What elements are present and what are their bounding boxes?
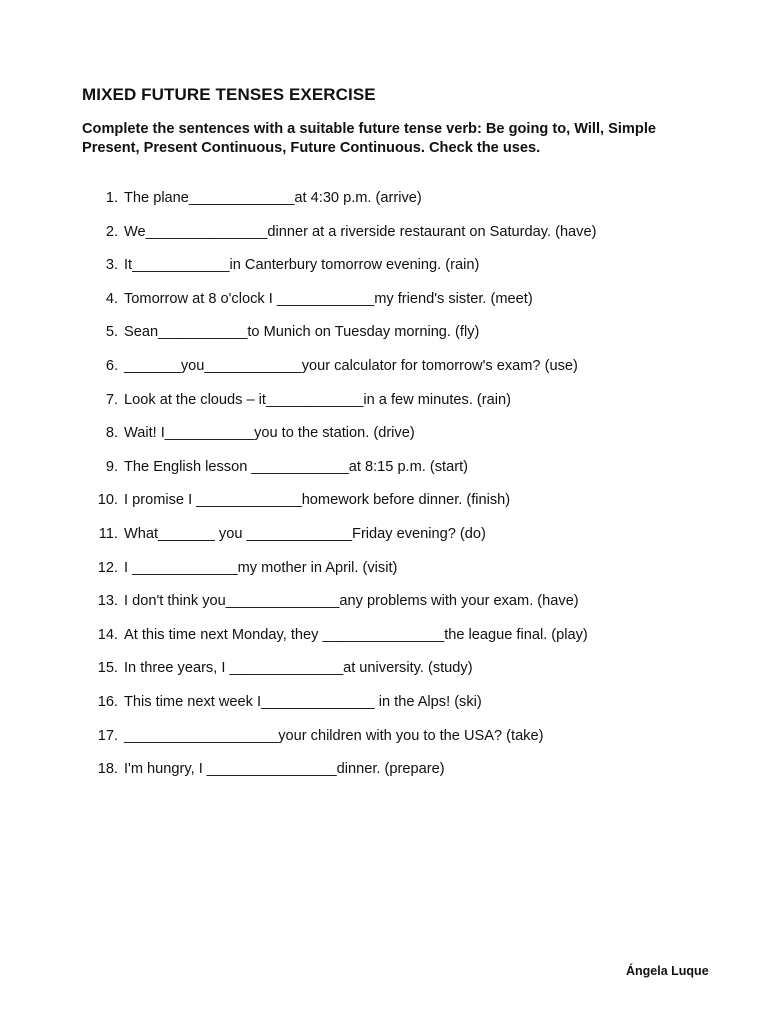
exercise-item xyxy=(0,558,768,592)
exercise-item xyxy=(0,289,768,323)
item-sentence: I'm hungry, I ________________dinner. (prepare) xyxy=(124,761,445,778)
footer-author: Ángela Luque xyxy=(626,964,709,978)
item-sentence: Look at the clouds – it____________in a few minutes. (rain) xyxy=(124,391,511,408)
exercise-item xyxy=(0,759,768,793)
worksheet-title: MIXED FUTURE TENSES EXERCISE xyxy=(82,85,376,104)
exercise-item xyxy=(0,490,768,524)
exercise-item xyxy=(0,591,768,625)
exercise-item xyxy=(0,222,768,256)
instructions-text: Complete the sentences with a suitable future tense verb: Be going to, Will, Simple Present, Present Continuous, Future Continuous. Check the uses. xyxy=(82,121,656,156)
item-sentence: Tomorrow at 8 o'clock I ____________my friend's sister. (meet) xyxy=(124,290,533,307)
item-sentence: At this time next Monday, they _______________the league final. (play) xyxy=(124,626,588,643)
item-sentence: The English lesson ____________at 8:15 p.m. (start) xyxy=(124,458,468,475)
exercise-item xyxy=(0,692,768,726)
exercise-item xyxy=(0,658,768,692)
item-number: 11. xyxy=(98,525,118,542)
item-sentence: Sean___________to Munich on Tuesday morning. (fly) xyxy=(124,324,480,341)
item-number: 4. xyxy=(105,290,118,307)
item-sentence: This time next week I______________ in the Alps! (ski) xyxy=(124,693,482,710)
exercise-list xyxy=(0,188,768,793)
item-number: 12. xyxy=(97,559,118,576)
item-sentence: It____________in Canterbury tomorrow evening. (rain) xyxy=(124,257,480,274)
item-number: 18. xyxy=(97,761,118,778)
item-number: 8. xyxy=(105,425,118,442)
item-sentence: The plane_____________at 4:30 p.m. (arrive) xyxy=(124,190,422,206)
item-number: 6. xyxy=(105,357,118,374)
item-sentence: _______you____________your calculator for tomorrow's exam? (use) xyxy=(124,357,578,374)
exercise-item xyxy=(0,524,768,558)
item-sentence: I don't think you______________any problems with your exam. (have) xyxy=(124,593,579,610)
item-number: 5. xyxy=(105,324,118,341)
exercise-item xyxy=(0,390,768,424)
item-sentence: What_______ you _____________Friday evening? (do) xyxy=(124,525,486,542)
exercise-item xyxy=(0,457,768,491)
exercise-item xyxy=(0,726,768,760)
item-sentence: Wait! I___________you to the station. (drive) xyxy=(124,425,415,442)
item-sentence: ___________________your children with you to the USA? (take) xyxy=(124,727,544,744)
item-number: 17. xyxy=(97,727,118,744)
item-sentence: I promise I _____________homework before dinner. (finish) xyxy=(124,492,511,509)
exercise-item xyxy=(0,255,768,289)
item-number: 10. xyxy=(97,492,118,509)
item-number: 7. xyxy=(105,391,118,408)
item-number: 9. xyxy=(105,458,118,475)
item-sentence: We_______________dinner at a riverside restaurant on Saturday. (have) xyxy=(124,223,597,240)
item-number: 15. xyxy=(97,660,118,677)
item-number: 16. xyxy=(97,693,118,710)
exercise-item xyxy=(0,356,768,390)
item-number: 3. xyxy=(105,257,118,274)
item-number: 2. xyxy=(105,223,118,240)
item-number: 1. xyxy=(105,190,118,206)
exercise-item xyxy=(0,322,768,356)
item-sentence: I _____________my mother in April. (visit) xyxy=(124,559,398,576)
item-sentence: In three years, I ______________at university. (study) xyxy=(124,660,473,677)
item-number: 13. xyxy=(97,593,118,610)
item-number: 14. xyxy=(97,626,118,643)
exercise-item xyxy=(0,625,768,659)
exercise-item xyxy=(0,423,768,457)
exercise-item xyxy=(0,188,768,222)
